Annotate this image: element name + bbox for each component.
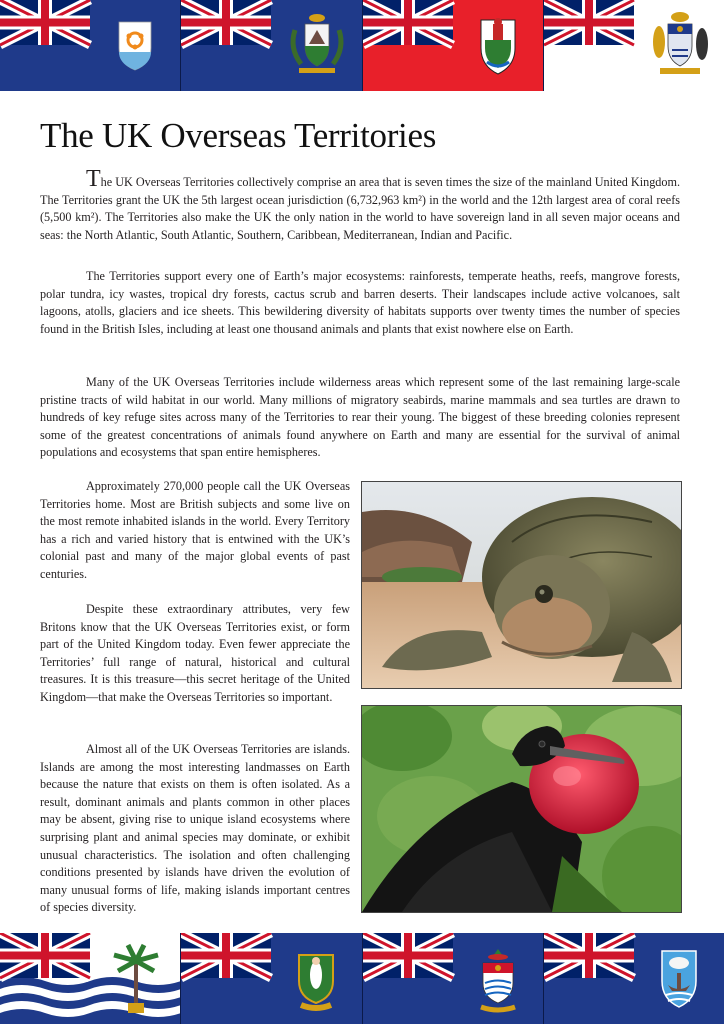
islands-paragraph: Almost all of the UK Overseas Territories are islands. Islands are among the most interesting landmasses on Earth because the nature that exists on them is often isolated. As a result, dominant animals and plants common in other places may be absent, giving rise to unique island ecosystems where surprising plant and animal species may dominate, or exhibit unusual characteristics. The isolation and often challenging conditions presented by islands have driven the evolution of many unusual forms of life, making islands important centres of species diversity. — [40, 742, 350, 915]
wilderness-paragraph: Many of the UK Overseas Territories include wilderness areas which represent some of the last remaining large-scale pristine tracts of wild habitat in our world. Many millions of migratory seabirds, marine mammals and sea turtles are drawn to hundreds of key refuge sites across many of the Territories to rear their young. The biggest of these breeding colonies represent some of the greatest concentrations of animals found anywhere on Earth and many are essential for the survival of animal populations and ecosystems that span entire hemispheres. — [40, 375, 680, 460]
page-title: The UK Overseas Territories — [40, 116, 437, 155]
ascension-flag-icon — [180, 0, 361, 91]
drop-cap: T — [86, 166, 101, 192]
british-antarctic-territory-flag-icon — [543, 0, 724, 91]
bermuda-flag-icon — [362, 0, 543, 91]
ecosystems-paragraph: The Territories support every one of Earth’s major ecosystems: rainforests, temperate heaths, reefs, mangrove forests, polar tundra, icy wastes, tropical dry forests, cactus scrub and barren deserts. Their landscapes include active volcanoes, salt lagoons, atolls, glaciers and ice sheets. This bewildering diversity of habitats supports over twenty times the number of species found in the British Isles, including at least one thousand animals and plants that exist nowhere else on Earth. — [40, 269, 680, 336]
sea-turtle-photo — [361, 481, 682, 689]
frigatebird-photo — [361, 705, 682, 913]
british-virgin-islands-flag-icon — [180, 933, 361, 1024]
anguilla-flag-icon — [0, 0, 180, 91]
falkland-islands-flag-icon — [543, 933, 724, 1024]
bottom-flag-banner — [0, 933, 724, 1024]
intro-paragraph-text: he UK Overseas Territories collectively comprise an area that is seven times the size of the mainland United Kingdom. The Territories grant the UK the 5th largest ocean jurisdiction (6,732,963 km²) in the world and the 12th largest area of coral reefs (5,500 km²). The Territories also make the UK the only nation in the world to have sovereign land in all seven major oceans and seas: the North Atlantic, South Atlantic, Southern, Caribbean, Mediterranean, Indian and Pacific. — [40, 175, 681, 242]
population-paragraph: Approximately 270,000 people call the UK Overseas Territories home. Most are British subjects and some live on the most remote inhabited islands in the world. Every Territory has a rich and varied history that is entwined with the UK’s colonial past and many of the major global events of past centuries. — [40, 479, 350, 581]
top-flag-banner — [0, 0, 724, 91]
british-indian-ocean-territory-flag-icon — [0, 933, 180, 1024]
intro-paragraph — [40, 166, 681, 244]
awareness-paragraph: Despite these extraordinary attributes, very few Britons know that the UK Overseas Territories exist, or form part of the United Kingdom today. Even fewer appreciate the Territories’ full range of natural, historical and cultural treasures. It is this treasure—this secret heritage of the United Kingdom—that make the Overseas Territories so important. — [40, 602, 350, 704]
cayman-islands-flag-icon — [362, 933, 543, 1024]
